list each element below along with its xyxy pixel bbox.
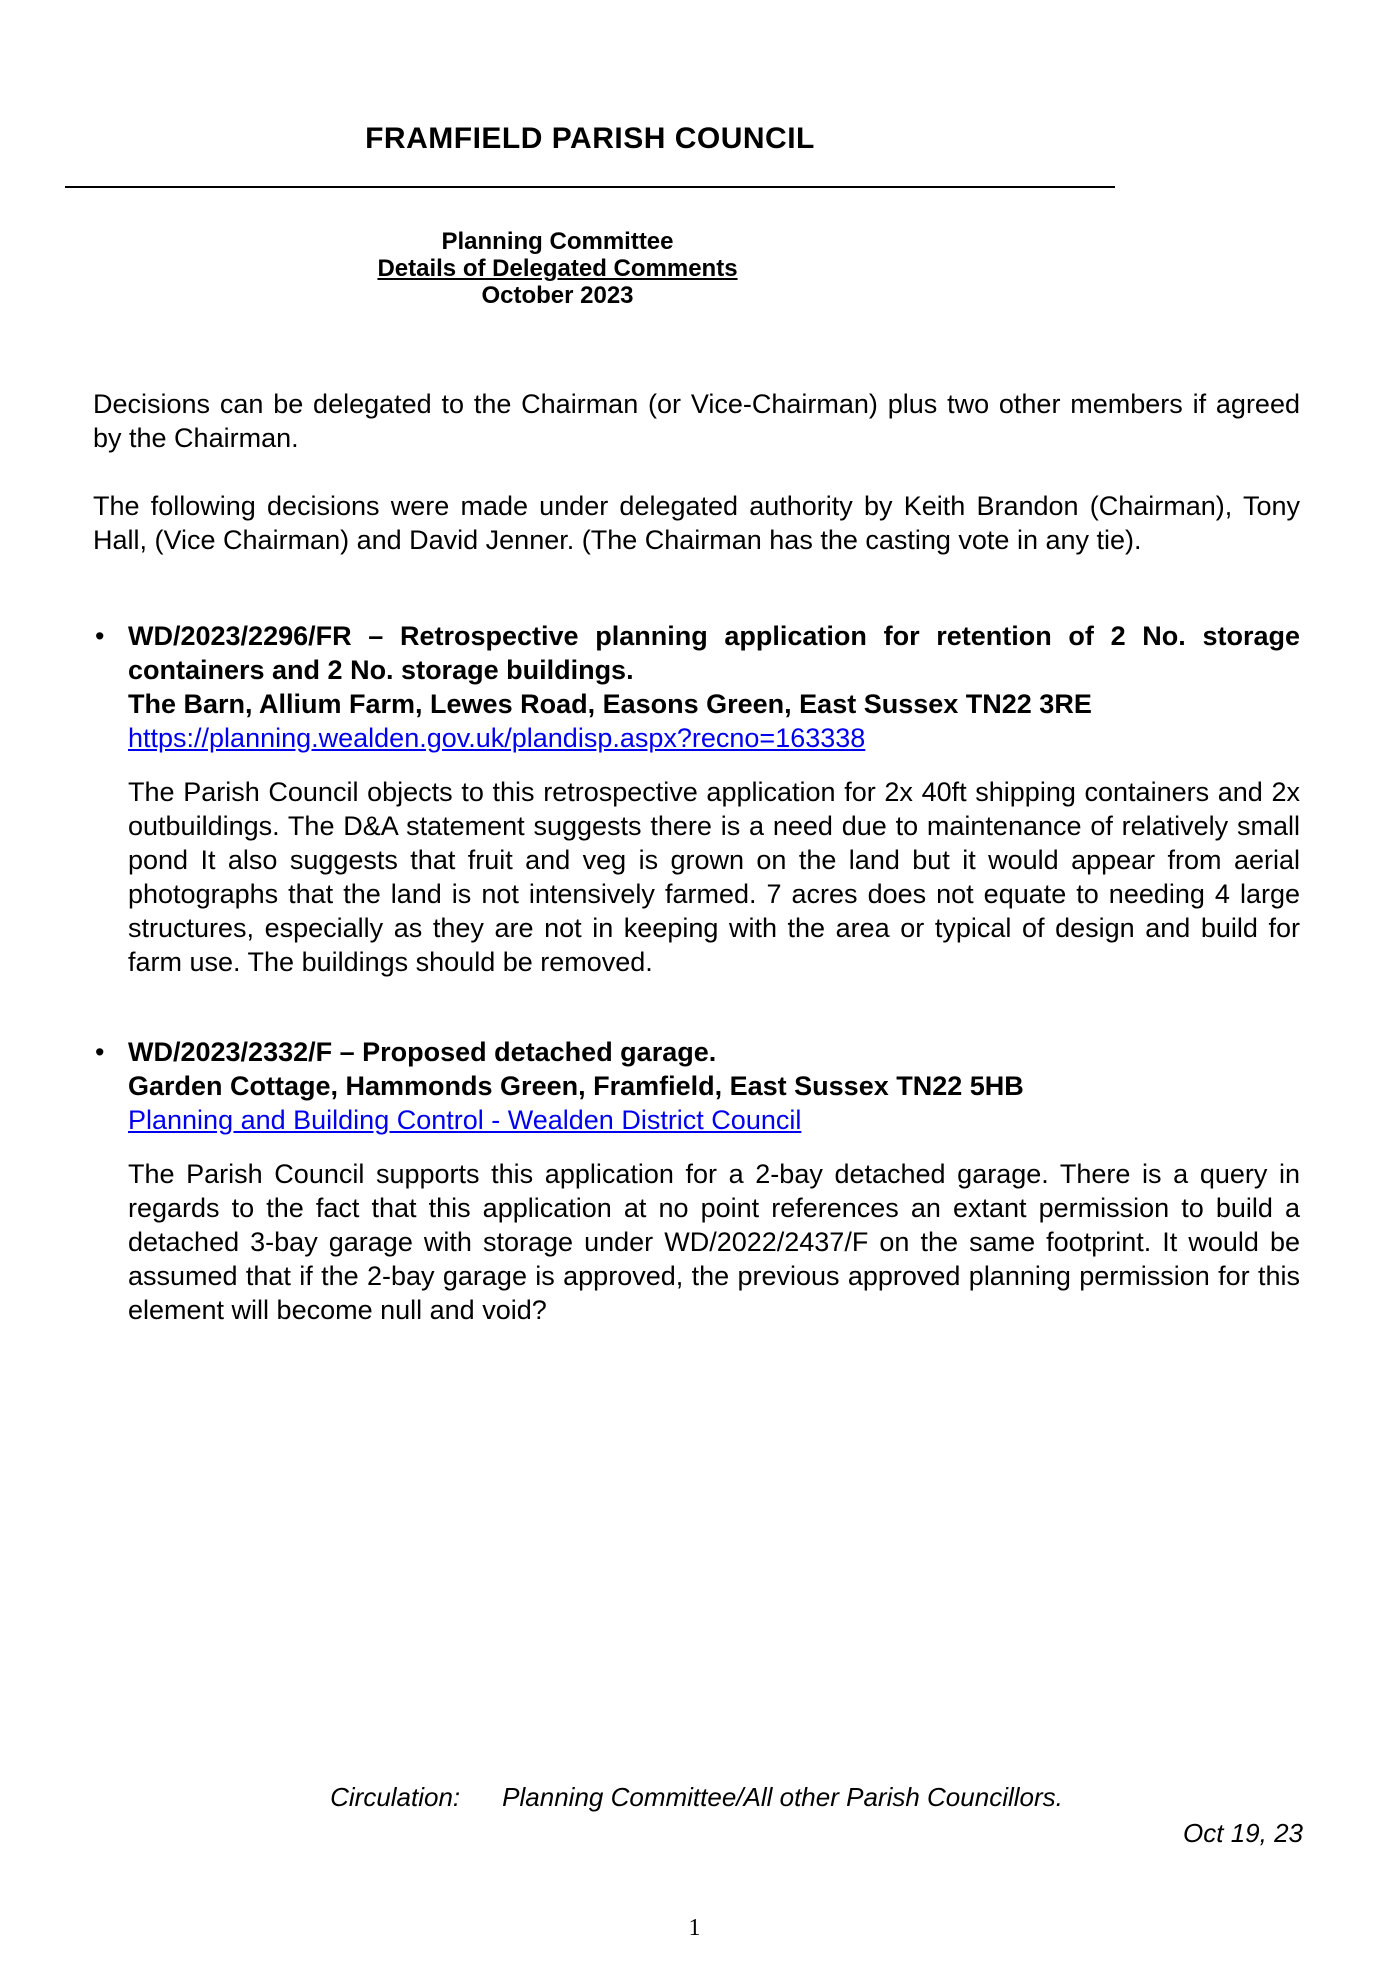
circulation-line — [93, 1782, 1300, 1813]
subtitle-details: Details of Delegated Comments — [377, 255, 738, 282]
document-title: FRAMFIELD PARISH COUNCIL — [365, 122, 815, 155]
application-link[interactable]: https://planning.wealden.gov.uk/plandisp.aspx?recno=163338 — [128, 723, 866, 753]
intro-paragraph-1: Decisions can be delegated to the Chairman (or Vice-Chairman) plus two other members if agreed by the Chairman. — [93, 389, 1300, 453]
application-link[interactable]: Planning and Building Control - Wealden District Council — [128, 1105, 802, 1135]
page-number: 1 — [688, 1915, 701, 1941]
planning-item — [95, 619, 1300, 755]
application-comment: The Parish Council supports this application for a 2-bay detached garage. There is a query in regards to the fact that this application at no point references an extant permission to build a detached 3-bay garage with storage under WD/2022/2437/F on the same footprint. It would be assumed that if the 2-bay garage is approved, the previous approved planning permission for this element will become null and void? — [128, 1159, 1300, 1325]
application-heading: WD/2023/2296/FR – Retrospective planning application for retention of 2 No. storage containers and 2 No. storage buildings. — [128, 621, 1300, 685]
subtitle-block — [65, 228, 1050, 309]
application-address: The Barn, Allium Farm, Lewes Road, Easons Green, East Sussex TN22 3RE — [128, 689, 1092, 719]
application-comment: The Parish Council objects to this retrospective application for 2x 40ft shipping containers and 2x outbuildings. The D&A statement suggests there is a need due to maintenance of relatively small pond It also suggests that fruit and veg is grown on the land but it would appear from aerial photographs that the land is not intensively farmed. 7 acres does not equate to needing 4 large structures, especially as they are not in keeping with the area or typical of design and build for farm use. The buildings should be removed. — [128, 777, 1300, 977]
subtitle-committee: Planning Committee — [441, 228, 674, 255]
circulation-label: Circulation: — [330, 1782, 461, 1812]
footer-date: Oct 19, 23 — [1183, 1818, 1303, 1848]
application-address: Garden Cottage, Hammonds Green, Framfield, East Sussex TN22 5HB — [128, 1071, 1024, 1101]
title-divider — [65, 186, 1115, 188]
planning-item-body — [128, 619, 1300, 755]
circulation-value: Planning Committee/All other Parish Councillors. — [502, 1782, 1063, 1812]
planning-item-body — [128, 1035, 1300, 1137]
planning-item — [95, 1035, 1300, 1137]
subtitle-date: October 2023 — [481, 282, 634, 309]
document-header — [65, 122, 1115, 156]
bullet-icon: • — [95, 621, 105, 651]
application-heading: WD/2023/2332/F – Proposed detached garage. — [128, 1037, 717, 1067]
intro-paragraph-2: The following decisions were made under delegated authority by Keith Brandon (Chairman), Tony Hall, (Vice Chairman) and David Jenner. (The Chairman has the casting vote in any tie). — [93, 491, 1300, 555]
bullet-icon: • — [95, 1037, 105, 1067]
